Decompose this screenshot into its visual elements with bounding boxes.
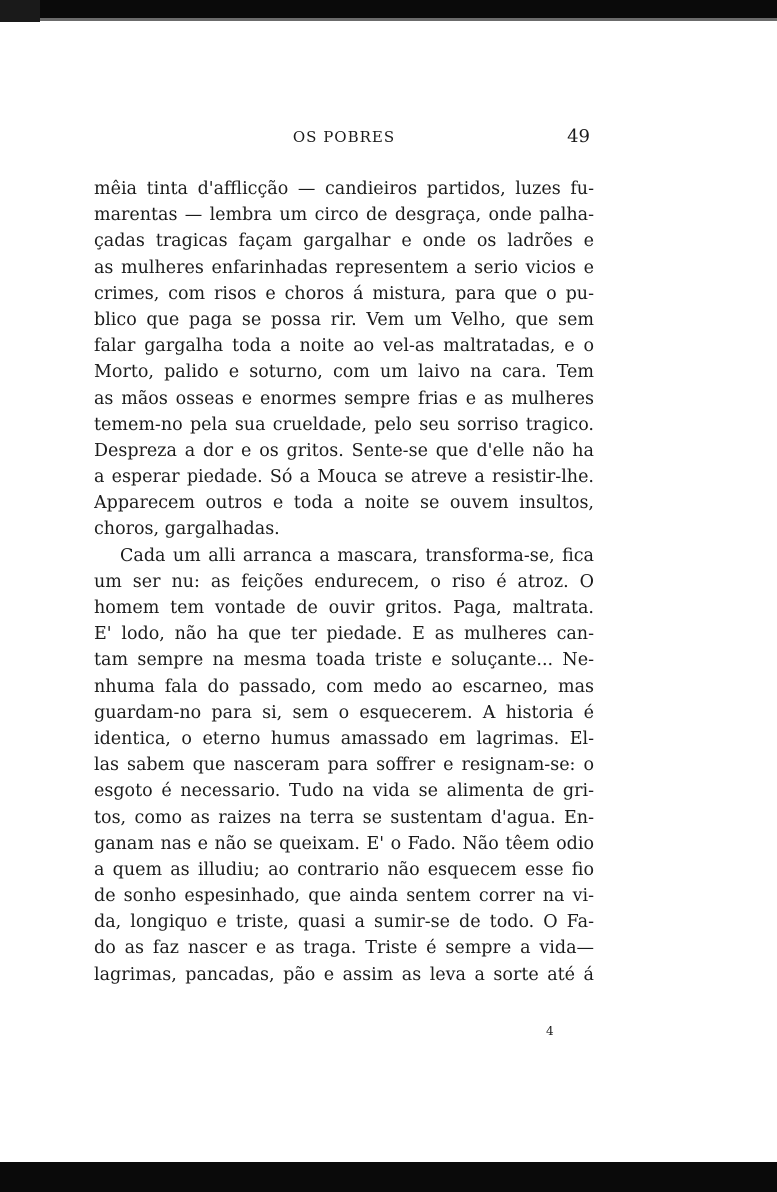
text-line: esgoto é necessario. Tudo na vida se alimenta de gri- — [94, 781, 594, 802]
running-title: OS POBRES — [292, 128, 396, 146]
text-line: nhuma fala do passado, com medo ao escarneo, mas — [94, 676, 594, 697]
text-line: lagrimas, pancadas, pão e assim as leva a sorte até á — [94, 964, 594, 985]
text-line: de sonho espesinhado, que ainda sentem correr na vi- — [94, 886, 594, 907]
page-number: 49 — [567, 126, 590, 147]
text-line: tam sempre na mesma toada triste e soluçante... Ne- — [94, 650, 594, 671]
text-line: ganam nas e não se queixam. E' o Fado. Não têem odio — [94, 833, 594, 854]
paragraph-end-line: choros, gargalhadas. — [94, 519, 280, 540]
text-line: E' lodo, não ha que ter piedade. E as mulheres can- — [94, 624, 594, 645]
text-line: Despreza a dor e os gritos. Sente-se que d'elle não ha — [94, 440, 594, 461]
text-line: da, longiquo e triste, quasi a sumir-se de todo. O Fa- — [94, 912, 594, 933]
text-line: a esperar piedade. Só a Mouca se atreve a resistir-lhe. — [94, 467, 594, 488]
text-line: Morto, palido e soturno, com um laivo na cara. Tem — [94, 362, 594, 383]
signature-mark: 4 — [546, 1024, 554, 1038]
body-text — [94, 176, 594, 988]
text-line: mêia tinta d'afflicção — candieiros partidos, luzes fu- — [94, 179, 594, 199]
paragraph-start-line: Cada um alli arranca a mascara, transforma-se, fica — [120, 545, 594, 566]
text-line: do as faz nascer e as traga. Triste é sempre a vida— — [94, 938, 594, 959]
text-line: blico que paga se possa rir. Vem um Velho, que sem — [94, 309, 594, 330]
text-line: falar gargalha toda a noite ao vel-as maltratadas, e o — [94, 336, 594, 357]
text-line: marentas — lembra um circo de desgraça, onde palha- — [94, 205, 594, 226]
scan-bottom-border — [0, 1162, 777, 1192]
text-line: homem tem vontade de ouvir gritos. Paga, maltrata. — [94, 598, 594, 618]
text-line: crimes, com risos e choros á mistura, para que o pu- — [94, 283, 594, 304]
text-line: um ser nu: as feições endurecem, o riso é atroz. O — [94, 571, 594, 592]
text-line: guardam-no para si, sem o esquecerem. A historia é — [94, 702, 594, 723]
running-head — [94, 126, 594, 148]
text-line: a quem as illudiu; ao contrario não esquecem esse fio — [94, 859, 594, 880]
text-line: as mãos osseas e enormes sempre frias e as mulheres — [94, 388, 594, 409]
text-line: tos, como as raizes na terra se sustentam d'agua. En- — [94, 807, 594, 828]
text-line: las sabem que nasceram para soffrer e resignam-se: o — [94, 755, 594, 776]
text-line: Apparecem outros e toda a noite se ouvem insultos, — [94, 493, 594, 514]
text-line: as mulheres enfarinhadas representem a serio vicios e — [94, 257, 594, 278]
text-line: temem-no pela sua crueldade, pelo seu sorriso tragico. — [94, 414, 594, 435]
text-line: identica, o eterno humus amassado em lagrimas. El- — [94, 728, 594, 749]
text-line: çadas tragicas façam gargalhar e onde os ladrões e — [94, 231, 594, 252]
